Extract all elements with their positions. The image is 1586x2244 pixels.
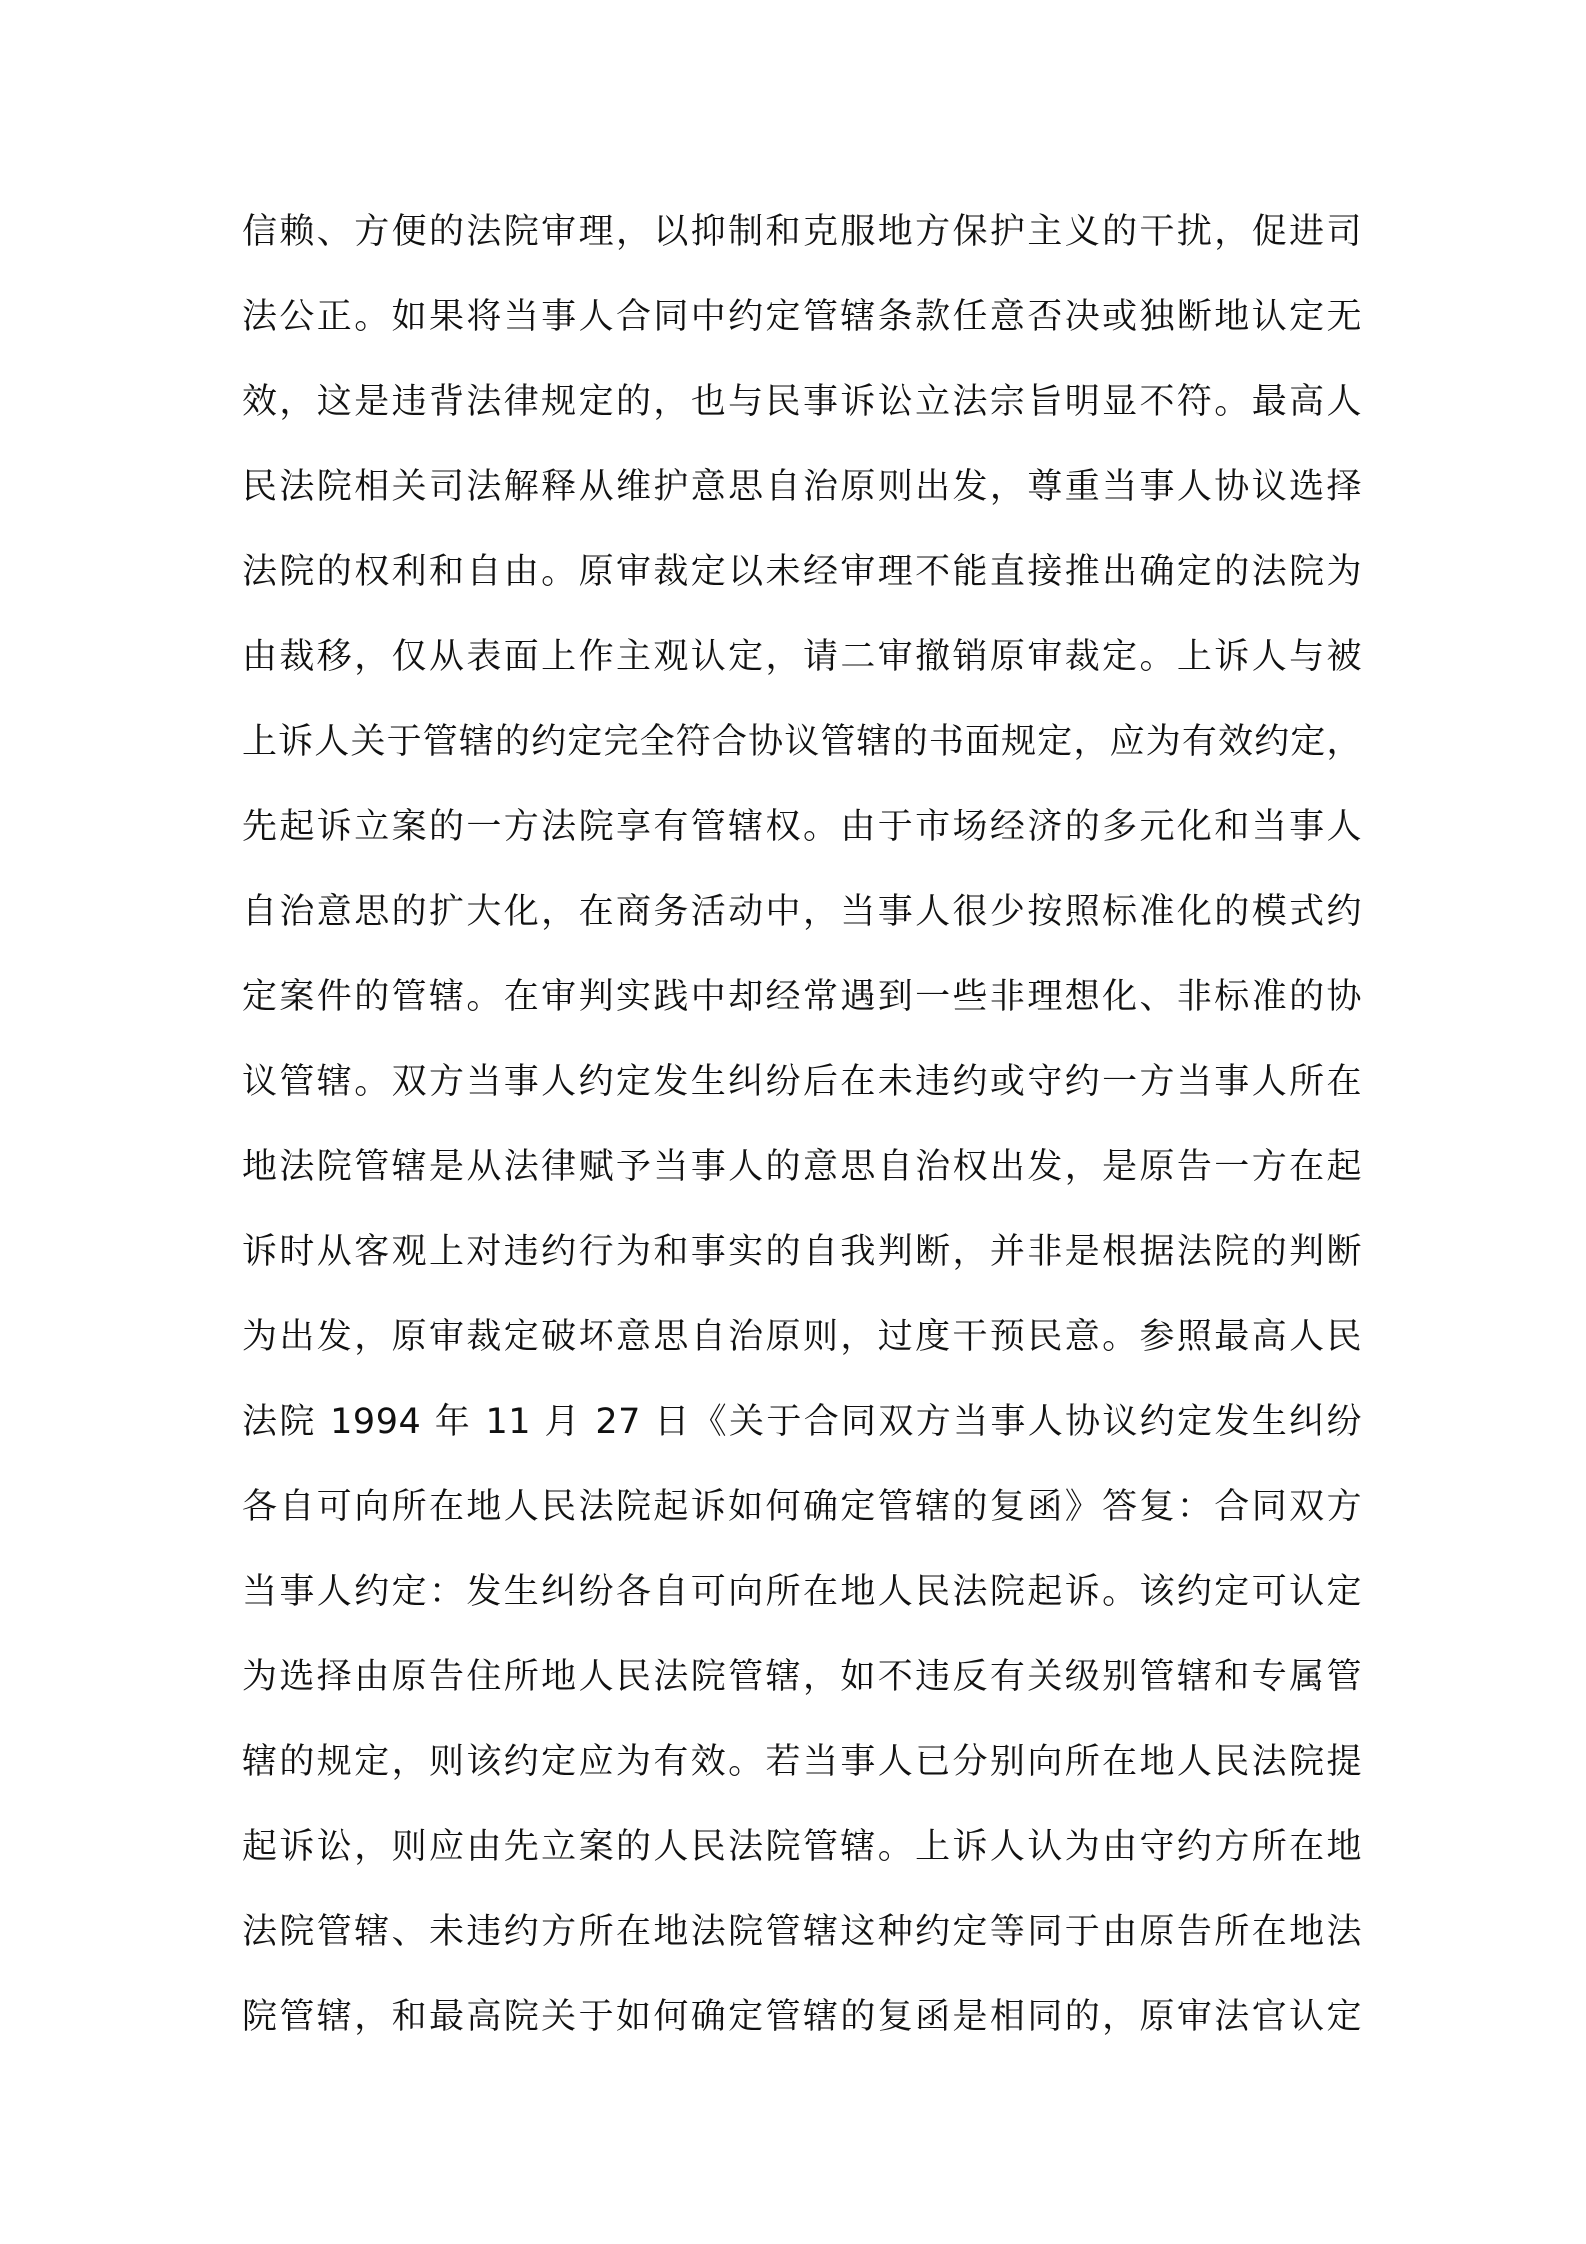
text-line: 为选择由原告住所地人民法院管辖，如不违反有关级别管辖和专属管 xyxy=(242,1657,1362,1697)
text-line: 起诉讼，则应由先立案的人民法院管辖。上诉人认为由守约方所在地 xyxy=(242,1827,1362,1867)
document-body xyxy=(242,190,1362,2060)
text-line: 议管辖。双方当事人约定发生纠纷后在未违约或守约一方当事人所在 xyxy=(242,1062,1362,1102)
text-line: 地法院管辖是从法律赋予当事人的意思自治权出发，是原告一方在起 xyxy=(242,1147,1362,1187)
text-line: 院管辖，和最高院关于如何确定管辖的复函是相同的，原审法官认定 xyxy=(242,1997,1362,2037)
text-line: 定案件的管辖。在审判实践中却经常遇到一些非理想化、非标准的协 xyxy=(242,977,1362,1017)
text-line: 法院的权利和自由。原审裁定以未经审理不能直接推出确定的法院为 xyxy=(242,552,1362,592)
text-line: 各自可向所在地人民法院起诉如何确定管辖的复函》答复：合同双方 xyxy=(242,1487,1362,1527)
text-line: 法院管辖、未违约方所在地法院管辖这种约定等同于由原告所在地法 xyxy=(242,1912,1362,1952)
text-line: 上诉人关于管辖的约定完全符合协议管辖的书面规定，应为有效约定， xyxy=(242,722,1362,762)
text-line: 效，这是违背法律规定的，也与民事诉讼立法宗旨明显不符。最高人 xyxy=(242,382,1362,422)
text-line: 由裁移，仅从表面上作主观认定，请二审撤销原审裁定。上诉人与被 xyxy=(242,637,1362,677)
text-line: 信赖、方便的法院审理，以抑制和克服地方保护主义的干扰，促进司 xyxy=(242,212,1362,252)
text-line: 法院 1994 年 11 月 27 日《关于合同双方当事人协议约定发生纠纷 xyxy=(242,1402,1362,1442)
text-line: 辖的规定，则该约定应为有效。若当事人已分别向所在地人民法院提 xyxy=(242,1742,1362,1782)
text-line: 先起诉立案的一方法院享有管辖权。由于市场经济的多元化和当事人 xyxy=(242,807,1362,847)
text-line: 民法院相关司法解释从维护意思自治原则出发，尊重当事人协议选择 xyxy=(242,467,1362,507)
text-line: 法公正。如果将当事人合同中约定管辖条款任意否决或独断地认定无 xyxy=(242,297,1362,337)
text-line: 自治意思的扩大化，在商务活动中，当事人很少按照标准化的模式约 xyxy=(242,892,1362,932)
text-line: 当事人约定：发生纠纷各自可向所在地人民法院起诉。该约定可认定 xyxy=(242,1572,1362,1612)
text-line: 诉时从客观上对违约行为和事实的自我判断，并非是根据法院的判断 xyxy=(242,1232,1362,1272)
text-line: 为出发，原审裁定破坏意思自治原则，过度干预民意。参照最高人民 xyxy=(242,1317,1362,1357)
